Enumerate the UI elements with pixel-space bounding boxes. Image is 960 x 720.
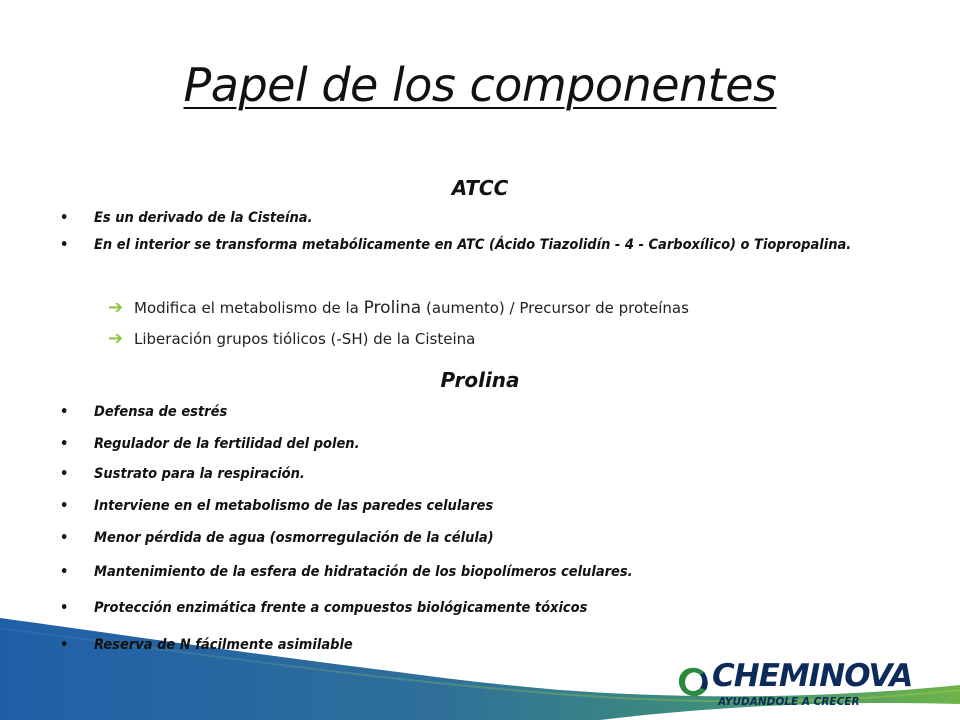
prolina-bullet-text: Protección enzimática frente a compuestos biológicamente tóxicos <box>94 600 588 616</box>
bullet-glyph: • <box>60 466 69 482</box>
bullet-glyph: • <box>60 600 69 616</box>
prolina-bullet <box>60 634 890 657</box>
sub-item-text: Modifica el metabolismo de la <box>134 299 364 317</box>
atcc-bullet <box>60 207 890 230</box>
sub-item-emphasis: Prolina <box>363 298 422 318</box>
prolina-bullet <box>60 401 890 424</box>
prolina-bullet <box>60 561 890 584</box>
prolina-bullet-text: Defensa de estrés <box>94 404 228 420</box>
logo-wordmark: CHEMINOVA <box>712 658 913 694</box>
atcc-bullet-text: En el interior se transforma metabólicamente en ATC (Ácido Tiazolidín - 4 - Carboxílico) o Tiopropalina. <box>94 237 852 253</box>
sub-item-text-post: (aumento) / Precursor de proteínas <box>421 299 689 317</box>
bullet-glyph: • <box>60 436 69 452</box>
atcc-bullet-text: Es un derivado de la Cisteína. <box>94 210 313 226</box>
arrow-right-icon: ➔ <box>108 328 124 349</box>
prolina-bullet <box>60 597 890 620</box>
sub-item-text: Liberación grupos tiólicos (-SH) de la Cisteina <box>134 330 476 348</box>
heading-prolina: Prolina <box>440 368 520 392</box>
prolina-bullet-text: Regulador de la fertilidad del polen. <box>94 436 360 452</box>
cheminova-swirl-icon <box>676 664 710 698</box>
atcc-bullet-list <box>60 207 890 257</box>
atcc-sub-item <box>108 298 868 318</box>
prolina-bullet-text: Reserva de N fácilmente asimilable <box>94 637 353 653</box>
prolina-bullet <box>60 495 890 518</box>
bullet-glyph: • <box>60 498 69 514</box>
bullet-glyph: • <box>60 530 69 546</box>
bullet-glyph: • <box>60 564 69 580</box>
prolina-bullet-text: Menor pérdida de agua (osmorregulación de la célula) <box>94 530 494 546</box>
prolina-bullet-text: Mantenimiento de la esfera de hidratación de los biopolímeros celulares. <box>94 564 633 580</box>
prolina-bullet-text: Sustrato para la respiración. <box>94 466 305 482</box>
bullet-glyph: • <box>60 237 69 253</box>
slide-title: Papel de los componentes <box>183 58 777 112</box>
prolina-bullet <box>60 527 890 550</box>
heading-atcc: ATCC <box>451 176 509 200</box>
prolina-bullet-text: Interviene en el metabolismo de las paredes celulares <box>94 498 494 514</box>
bullet-glyph: • <box>60 404 69 420</box>
atcc-bullet <box>60 234 890 257</box>
prolina-bullet-list <box>60 401 890 657</box>
bullet-glyph: • <box>60 210 69 226</box>
cheminova-logo <box>672 658 922 714</box>
prolina-bullet <box>60 433 890 456</box>
prolina-bullet <box>60 463 890 486</box>
bullet-glyph: • <box>60 637 69 653</box>
arrow-right-icon: ➔ <box>108 297 124 318</box>
atcc-sub-list <box>108 298 868 349</box>
logo-tagline: AYUDANDOLE A CRECER <box>718 696 860 708</box>
atcc-sub-item <box>108 329 868 349</box>
